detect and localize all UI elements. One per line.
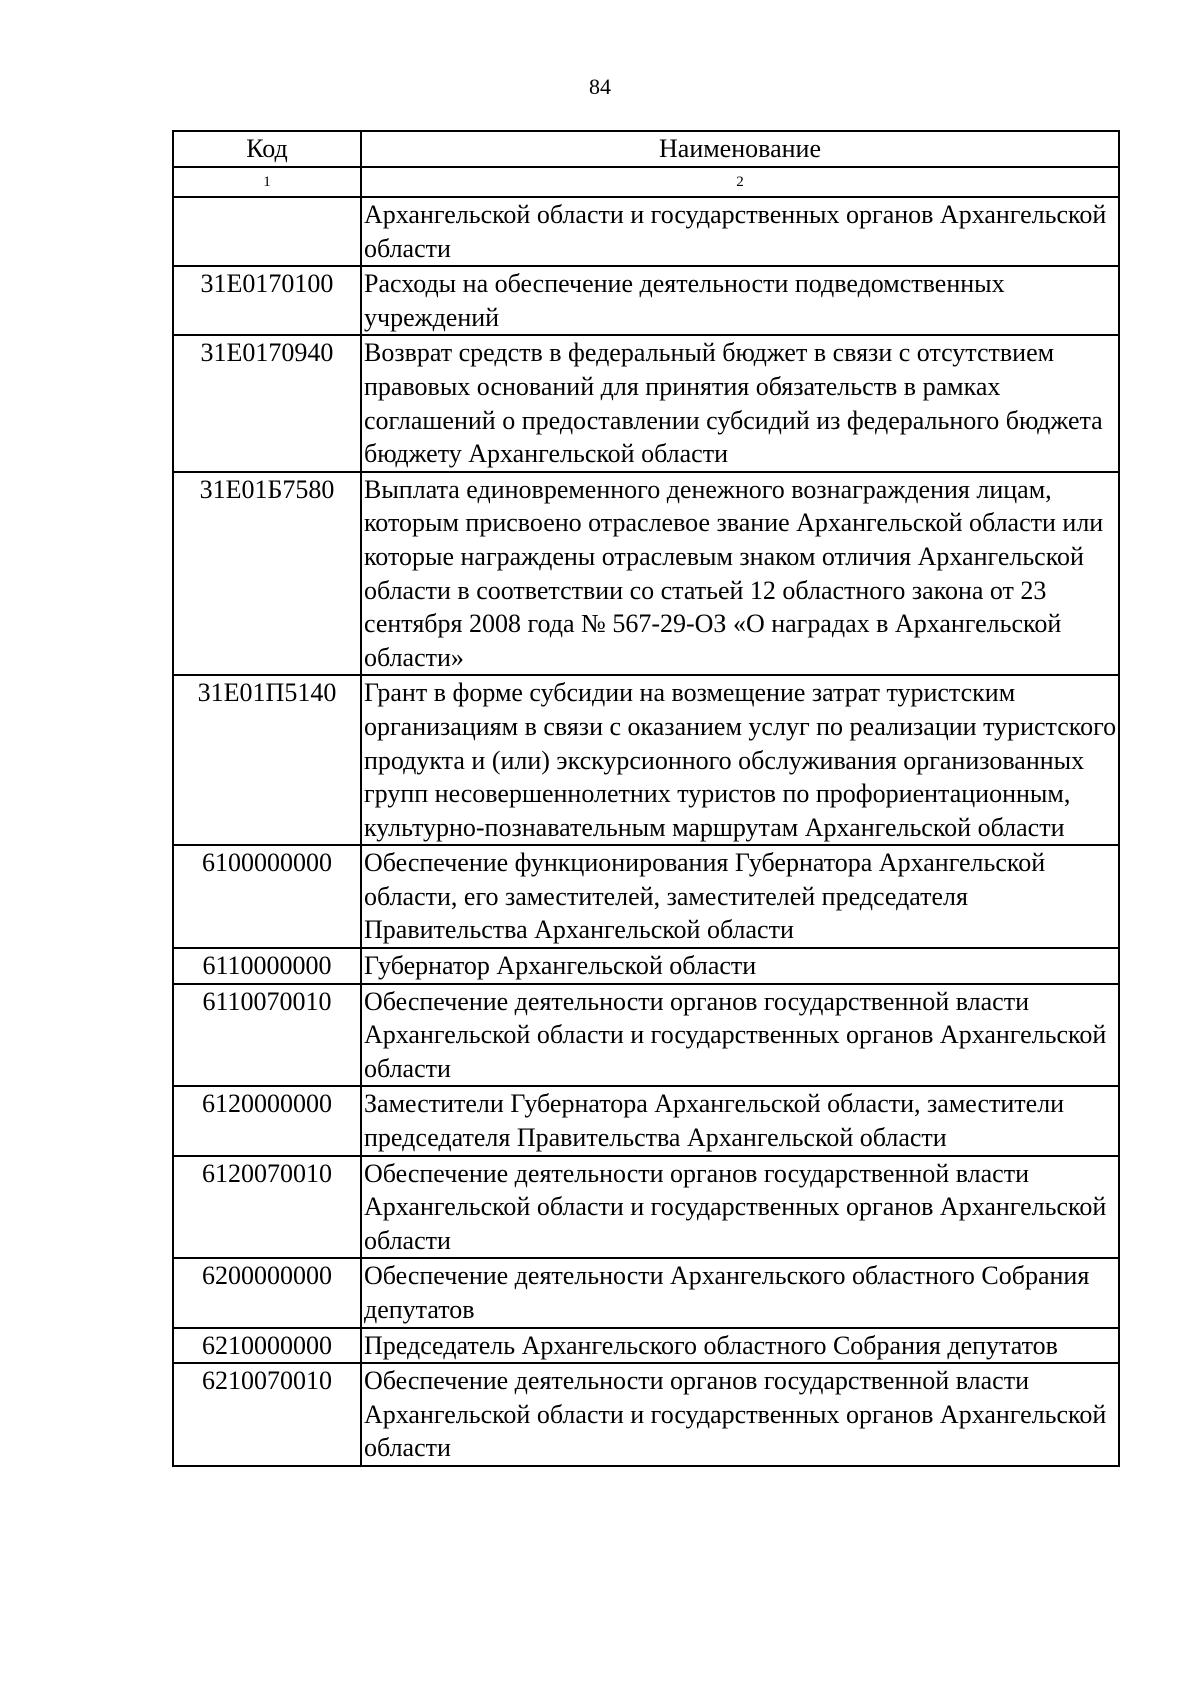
- table-row: [173, 1328, 1119, 1364]
- row-name: Обеспечение функционирования Губернатора Архангельской области, его заместителей, заместителей председателя Правительства Архангельской области: [361, 845, 1119, 948]
- row-name: Председатель Архангельского областного Собрания депутатов: [361, 1328, 1119, 1364]
- table-row: [173, 1156, 1119, 1259]
- row-name: Заместители Губернатора Архангельской области, заместители председателя Правительства Архангельской области: [361, 1086, 1119, 1155]
- row-code: 31Е0170940: [173, 335, 361, 471]
- row-code: 6110000000: [173, 948, 361, 984]
- column-number-row: [173, 167, 1119, 197]
- row-code: 6210000000: [173, 1328, 361, 1364]
- row-name: Губернатор Архангельской области: [361, 948, 1119, 984]
- row-code: 6100000000: [173, 845, 361, 948]
- table-row: [173, 984, 1119, 1087]
- page-number: 84: [589, 74, 611, 99]
- header-code: Код: [173, 131, 361, 167]
- row-name: Обеспечение деятельности органов государственной власти Архангельской области и государственных органов Архангельской области: [361, 1156, 1119, 1259]
- row-name: Грант в форме субсидии на возмещение затрат туристским организациям в связи с оказанием услуг по реализации туристского продукта и (или) экскурсионного обслуживания организованных групп несовершеннолетних туристов по профориентационным, культурно-познавательным маршрутам Архангельской области: [361, 675, 1119, 845]
- column-number-code: 1: [173, 167, 361, 197]
- row-code: 6120070010: [173, 1156, 361, 1259]
- row-name: Обеспечение деятельности Архангельского областного Собрания депутатов: [361, 1258, 1119, 1327]
- row-code: 31Е01П5140: [173, 675, 361, 845]
- table-row: [173, 266, 1119, 335]
- row-name: Возврат средств в федеральный бюджет в связи с отсутствием правовых оснований для принятия обязательств в рамках соглашений о предоставлении субсидий из федерального бюджета бюджету Архангельской области: [361, 335, 1119, 471]
- header-name: Наименование: [361, 131, 1119, 167]
- table-row: [173, 845, 1119, 948]
- table-row: [173, 675, 1119, 845]
- row-name: Выплата единовременного денежного вознаграждения лицам, которым присвоено отраслевое звание Архангельской области или которые награждены отраслевым знаком отличия Архангельской области в соответствии со статьей 12 областного закона от 23 сентября 2008 года № 567-29-ОЗ «О наградах в Архангельской области»: [361, 472, 1119, 676]
- row-code: 6110070010: [173, 984, 361, 1087]
- row-name: Обеспечение деятельности органов государственной власти Архангельской области и государственных органов Архангельской области: [361, 1363, 1119, 1466]
- table-row: [173, 472, 1119, 676]
- row-code: 31Е01Б7580: [173, 472, 361, 676]
- table-row: [173, 948, 1119, 984]
- row-name: Обеспечение деятельности органов государственной власти Архангельской области и государственных органов Архангельской области: [361, 984, 1119, 1087]
- column-number-name: 2: [361, 167, 1119, 197]
- table-row: [173, 1363, 1119, 1466]
- row-name: Расходы на обеспечение деятельности подведомственных учреждений: [361, 266, 1119, 335]
- row-code: 6210070010: [173, 1363, 361, 1466]
- row-code: 6200000000: [173, 1258, 361, 1327]
- budget-classification-table: [172, 130, 1120, 1467]
- table-row: [173, 335, 1119, 471]
- row-code: 6120000000: [173, 1086, 361, 1155]
- row-code: [173, 197, 361, 266]
- row-name: Архангельской области и государственных органов Архангельской области: [361, 197, 1119, 266]
- row-code: 31Е0170100: [173, 266, 361, 335]
- table-header-row: [173, 131, 1119, 167]
- table-row: [173, 197, 1119, 266]
- table-row: [173, 1258, 1119, 1327]
- table-row: [173, 1086, 1119, 1155]
